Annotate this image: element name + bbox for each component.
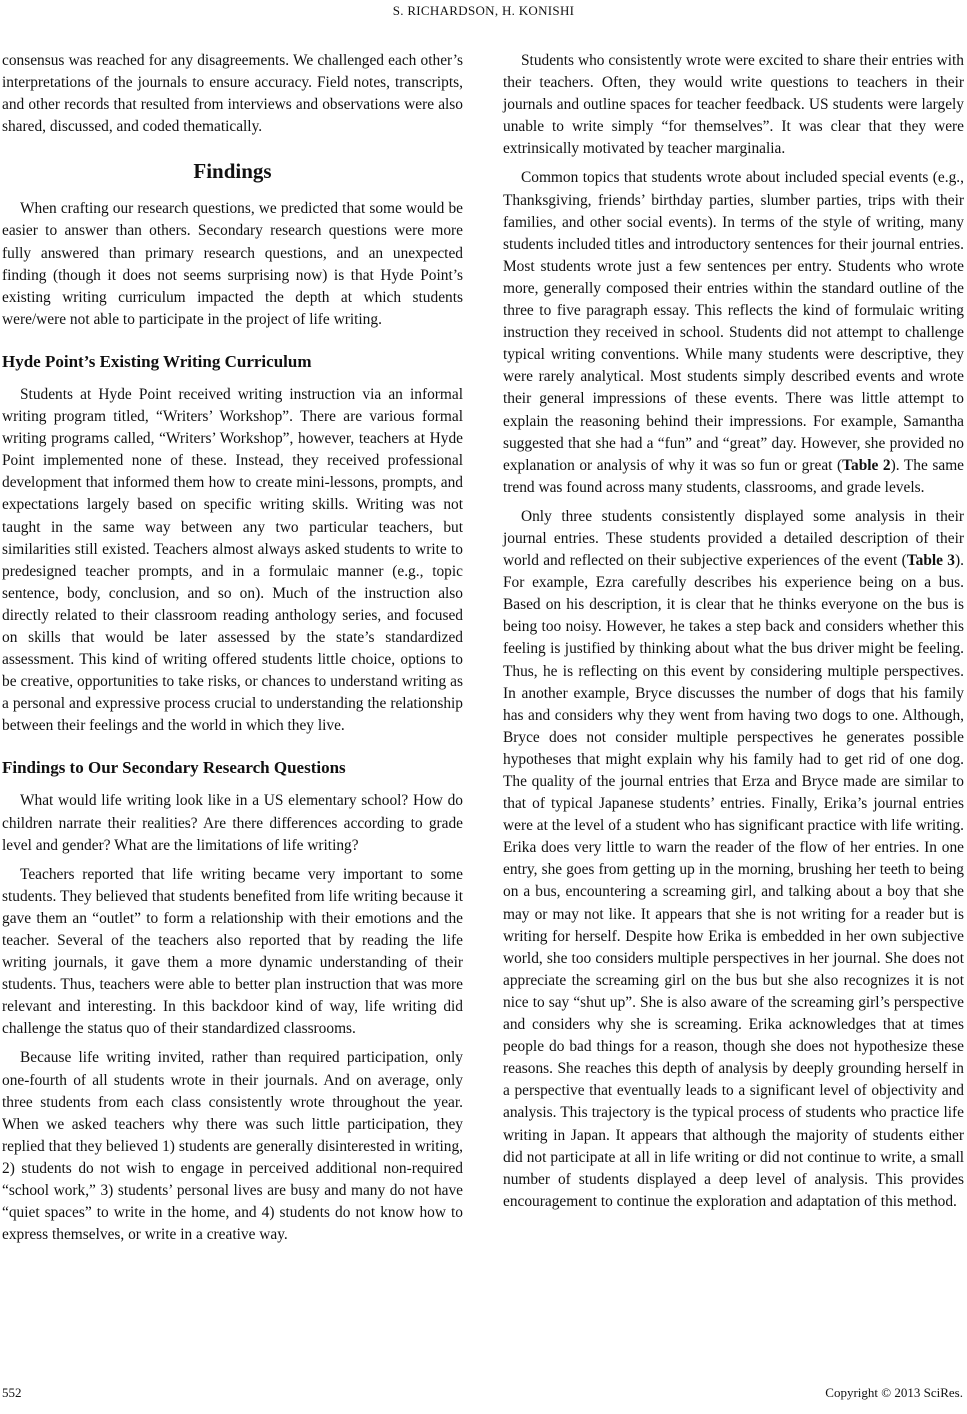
paragraph-common-topics: [503, 167, 964, 498]
section-heading-findings: Findings: [193, 159, 272, 184]
paragraph-students-excited: Students who consistently wrote were excited to share their entries with their teachers. Often, they would write questions to teachers in their journals and outline spaces for teacher feedback. US students were largely unable to write simply “for themselves”. It was clear that they were extrinsically motivated by teacher marginalia.: [503, 52, 964, 158]
paragraph-participation: Because life writing invited, rather than required participation, only one-fourth of all students wrote in their journals. And on average, only three students from each class consistently wrote throughout the year. When we asked teachers why there was such little participation, they replied that they believed 1) students are generally disinterested in writing, 2) students do not wish to engage in perceived additional non-required “school work,” 3) students’ personal lives are busy and many do not have “quiet spaces” to write in the home, and 4) students do not know how to express themselves, or write in a creative way.: [2, 1049, 463, 1244]
three-students-text-b: ). For example, Ezra carefully describes his experience being on a bus. Based on his description, it is clear that he thinks everyone on the bus is being too noisy. However, he takes a step back and considers whether this feeling is justified by thinking about what the bus driver might be feeling. Thus, he is reflecting on this event by considering multiple perspectives. In another example, Bryce discusses the number of dogs that his family has and considers why they went from having two dogs to one. Although, Bryce does not consider multiple perspectives he generates possible hypotheses that might explain why his family had to get rid of one dog. The quality of the journal entries that Erza and Bryce made are similar to that of typical Japanese students’ entries. Finally, Erika’s journal entries were at the level of a student who has significant practice with life writing. Erika does very little to warn the reader of the flow of her entries. In one entry, she goes from getting up in the morning, brushing her teeth to being on a bus, encountering a screaming girl, and talking about a boy that she may or may not like. It appears that she is not writing for a reader but is writing for herself. Despite how Erika is embedded in her own subjective world, she too considers multiple perspectives in her journal. She does not appreciate the screaming girl on the bus but she also recognizes it is not nice to say “shut up”. She is also aware of the screaming girl’s perspective and considers why she is screaming. Erika acknowledges that at times people do bad things for a reason, though she does not hypothesize these reasons. She reaches this depth of analysis by deeply grounding herself in a perspective that eventually leads to a significant level of objectivity and analysis. This trajectory is the typical process of students who practice life writing in Japan. It appears that although the majority of students either did not participate at all in life writing or did not continue to write, a small number of students displayed a deep level of analysis. This provides encouragement to continue the exploration and adaptation of this method.: [503, 552, 964, 1210]
running-head: S. RICHARDSON, H. KONISHI: [392, 3, 575, 18]
subsection-heading-secondary-findings: Findings to Our Secondary Research Questions: [2, 758, 346, 778]
table-3-reference: Table 3: [906, 552, 956, 570]
page-number: 552: [2, 1385, 22, 1400]
left-column: [2, 50, 463, 1246]
subsection-heading-curriculum: Hyde Point’s Existing Writing Curriculum: [2, 351, 312, 371]
paragraph-three-students: [503, 506, 964, 1213]
paragraph-findings-intro: When crafting our research questions, we predicted that some would be easier to answer than others. Secondary research questions were more fully answered than primary research questions, and an unexpected finding (though it does not seems surprising now) is that Hyde Point’s existing writing curriculum impacted the depth at which students were/were not able to participate in the project of life writing.: [2, 200, 463, 328]
paragraph-teachers-reported: Teachers reported that life writing became very important to some students. They believed that students benefited from life writing because it gave them an “outlet” to form a relationship with their emotions and the teacher. Several of the teachers also reported that by reading the life writing journals, it gave them a more dynamic understanding of their students. Thus, teachers were able to better plan instruction that was more relevant and interesting. In this backdoor kind of way, life writing did challenge the status quo of their standardized classrooms.: [2, 865, 463, 1038]
right-column: [503, 50, 964, 1213]
common-topics-text-b: ). The same trend was found across many students, classrooms, and grade levels.: [503, 456, 964, 496]
paragraph-research-questions: What would life writing look like in a US elementary school? How do children narrate their realities? Are there differences according to grade level and gender? What are the limitations of life writing?: [2, 792, 463, 854]
copyright-notice: Copyright © 2013 SciRes.: [825, 1385, 963, 1400]
table-2-reference: Table 2: [842, 456, 891, 474]
three-students-text-a: Only three students consistently displayed some analysis in their journal entries. These students provided a detailed description of their world and reflected on their subjective experiences of the event (: [503, 507, 964, 570]
paragraph-curriculum: Students at Hyde Point received writing instruction via an informal writing program titled, “Writers’ Workshop”. There are various formal writing programs called, “Writers’ Workshop”, however, teachers at Hyde Point implemented none of these. Instead, they received professional development that informed them how to create mini-lessons, prompts, and expectations largely based on specific writing skills. Writing was not taught in the same way between any two particular teachers, but similarities still existed. Teachers almost always asked students to write to predesigned teacher prompts, and in a formulaic manner (e.g., topic sentence, body, conclusion, and so on). Much of the instruction also directly related to their classroom reading anthology series, and focused on skills that would be later assessed by the state’s standardized assessment. This kind of writing offered students little choice, options to be creative, opportunities to take risks, or chances to understand writing as a personal and expressive process crucial to understanding the relationship between their feelings and the world in which they live.: [2, 385, 463, 735]
paragraph-method-continuation: consensus was reached for any disagreements. We challenged each other’s interpretations of the journals to ensure accuracy. Field notes, transcripts, and other records that resulted from interviews and observations were also shared, discussed, and coded thematically.: [2, 52, 463, 136]
common-topics-text-a: Common topics that students wrote about included special events (e.g., Thanksgiving, friends’ birthday parties, slumber parties, trips with their families, and other social events). In terms of the style of writing, many students included titles and introductory sentences for their journal entries. Most students wrote just a few sentences per entry. Students who wrote more, generally composed their entries within the standard outline of the three to five paragraph essay. This reflects the kind of formulaic writing instruction they received in school. Students did not attempt to challenge typical writing conventions. While many students were descriptive, they were rarely analytical. Most students simply described events and wrote their general impressions of these events. There was little attempt to explain the reasoning behind their impressions. For example, Samantha suggested that she had a “fun” and “great” day. However, she provided no explanation or analysis of why it was so fun or great (: [503, 169, 964, 474]
